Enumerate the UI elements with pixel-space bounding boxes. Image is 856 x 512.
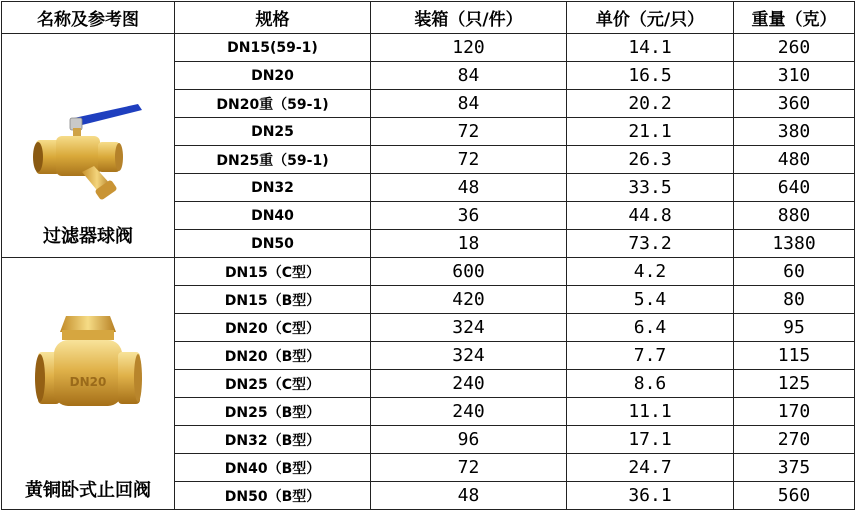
spec-cell: DN40 (175, 202, 371, 230)
ball-valve-with-filter-image (28, 96, 148, 201)
box-qty-cell: 324 (371, 342, 567, 370)
weight-cell: 60 (734, 258, 855, 286)
spec-cell: DN25 (175, 118, 371, 146)
unit-price-cell: 16.5 (567, 62, 734, 90)
unit-price-cell: 8.6 (567, 370, 734, 398)
header-name-image: 名称及参考图 (2, 2, 175, 34)
weight-cell: 360 (734, 90, 855, 118)
box-qty-cell: 120 (371, 34, 567, 62)
header-spec: 规格 (175, 2, 371, 34)
spec-cell: DN25重（59-1) (175, 146, 371, 174)
box-qty-cell: 420 (371, 286, 567, 314)
product-image-wrap (2, 310, 174, 422)
brass-check-valve-image (32, 310, 144, 422)
weight-cell: 270 (734, 426, 855, 454)
weight-cell: 560 (734, 482, 855, 510)
weight-cell: 480 (734, 146, 855, 174)
unit-price-cell: 44.8 (567, 202, 734, 230)
box-qty-cell: 72 (371, 118, 567, 146)
header-box-qty: 装箱（只/件） (371, 2, 567, 34)
unit-price-cell: 6.4 (567, 314, 734, 342)
weight-cell: 375 (734, 454, 855, 482)
table-row (2, 258, 855, 286)
spec-cell: DN20 (175, 62, 371, 90)
weight-cell: 310 (734, 62, 855, 90)
unit-price-cell: 36.1 (567, 482, 734, 510)
unit-price-cell: 11.1 (567, 398, 734, 426)
spec-cell: DN40（B型） (175, 454, 371, 482)
box-qty-cell: 84 (371, 90, 567, 118)
box-qty-cell: 324 (371, 314, 567, 342)
unit-price-cell: 4.2 (567, 258, 734, 286)
box-qty-cell: 240 (371, 370, 567, 398)
weight-cell: 260 (734, 34, 855, 62)
unit-price-cell: 24.7 (567, 454, 734, 482)
box-qty-cell: 48 (371, 482, 567, 510)
spec-cell: DN20重（59-1) (175, 90, 371, 118)
weight-cell: 380 (734, 118, 855, 146)
spec-cell: DN20（C型） (175, 314, 371, 342)
box-qty-cell: 96 (371, 426, 567, 454)
spec-cell: DN25（B型） (175, 398, 371, 426)
header-unit-price: 单价（元/只） (567, 2, 734, 34)
header-row (2, 2, 855, 34)
box-qty-cell: 84 (371, 62, 567, 90)
product-image-wrap (2, 96, 174, 201)
spec-cell: DN15（C型） (175, 258, 371, 286)
box-qty-cell: 72 (371, 454, 567, 482)
unit-price-cell: 7.7 (567, 342, 734, 370)
box-qty-cell: 36 (371, 202, 567, 230)
spec-cell: DN15(59-1) (175, 34, 371, 62)
spec-cell: DN25（C型） (175, 370, 371, 398)
price-table (1, 1, 855, 510)
weight-cell: 1380 (734, 230, 855, 258)
weight-cell: 125 (734, 370, 855, 398)
weight-cell: 80 (734, 286, 855, 314)
unit-price-cell: 20.2 (567, 90, 734, 118)
unit-price-cell: 5.4 (567, 286, 734, 314)
box-qty-cell: 72 (371, 146, 567, 174)
valve-size-engraving: DN20 (69, 375, 107, 389)
box-qty-cell: 48 (371, 174, 567, 202)
box-qty-cell: 18 (371, 230, 567, 258)
unit-price-cell: 26.3 (567, 146, 734, 174)
product-name: 过滤器球阀 (43, 226, 133, 247)
product-name: 黄铜卧式止回阀 (25, 480, 151, 501)
weight-cell: 880 (734, 202, 855, 230)
weight-cell: 95 (734, 314, 855, 342)
spec-cell: DN32 (175, 174, 371, 202)
weight-cell: 115 (734, 342, 855, 370)
unit-price-cell: 21.1 (567, 118, 734, 146)
unit-price-cell: 73.2 (567, 230, 734, 258)
header-weight: 重量（克） (734, 2, 855, 34)
product-cell (2, 258, 175, 510)
unit-price-cell: 17.1 (567, 426, 734, 454)
spec-cell: DN50 (175, 230, 371, 258)
spec-cell: DN32（B型） (175, 426, 371, 454)
weight-cell: 640 (734, 174, 855, 202)
spec-cell: DN20（B型） (175, 342, 371, 370)
box-qty-cell: 240 (371, 398, 567, 426)
product-cell (2, 34, 175, 258)
weight-cell: 170 (734, 398, 855, 426)
unit-price-cell: 14.1 (567, 34, 734, 62)
spec-cell: DN15（B型） (175, 286, 371, 314)
spec-cell: DN50（B型） (175, 482, 371, 510)
unit-price-cell: 33.5 (567, 174, 734, 202)
table-row (2, 34, 855, 62)
box-qty-cell: 600 (371, 258, 567, 286)
